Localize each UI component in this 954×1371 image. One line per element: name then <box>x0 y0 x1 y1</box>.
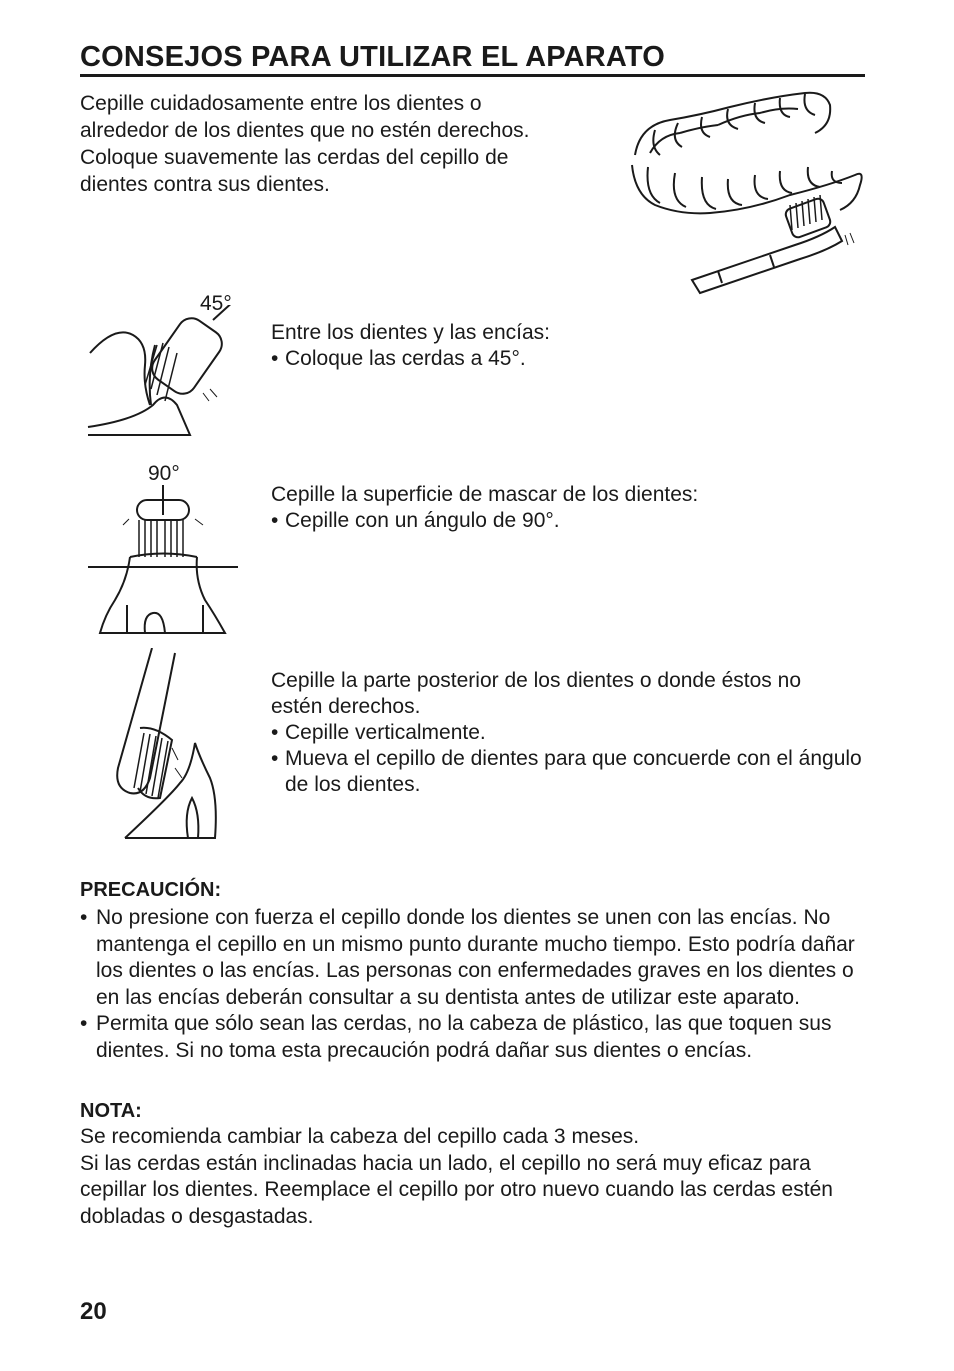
note-line: Si las cerdas están inclinadas hacia un lado, el cepillo no será muy eficaz para cepillar los dientes. Reemplace el cepillo por otro nuevo cuando las cerdas estén dobladas o desgastadas. <box>80 1151 833 1228</box>
step-heading-line: Cepille la parte posterior de los dientes o donde éstos no <box>271 669 802 692</box>
teeth-arch-with-brush-icon <box>620 85 870 300</box>
step-heading-line: estén derechos. <box>271 695 421 718</box>
brush-45-degree-icon <box>85 305 245 445</box>
intro-line: Coloque suavemente las cerdas del cepillo de <box>80 146 509 169</box>
caution-section <box>80 877 870 1065</box>
caution-bullets <box>80 905 870 1065</box>
intro-line: dientes contra sus dientes. <box>80 173 330 196</box>
caution-bullet: • Permita que sólo sean las cerdas, no la cabeza de plástico, las que toquen sus dientes. Si no toma esta precaución podrá dañar sus dientes o encías. <box>80 1011 870 1064</box>
intro-line: Cepille cuidadosamente entre los dientes o <box>80 92 482 115</box>
brush-vertical-icon <box>100 648 235 843</box>
note-section <box>80 1098 870 1230</box>
step-bullet: • Mueva el cepillo de dientes para que concuerde con el ángulo de los dientes. <box>271 746 871 798</box>
angle-label-90: 90° <box>148 462 180 485</box>
step-heading: Entre los dientes y las encías: <box>271 321 550 344</box>
intro-line: alrededor de los dientes que no estén derechos. <box>80 119 530 142</box>
page-title: CONSEJOS PARA UTILIZAR EL APARATO <box>80 40 865 77</box>
page-number: 20 <box>80 1298 107 1325</box>
brush-90-degree-icon <box>85 485 245 640</box>
caution-heading: PRECAUCIÓN: <box>80 879 222 901</box>
intro-text <box>80 90 600 198</box>
step-bullet: • Coloque las cerdas a 45°. <box>271 346 831 372</box>
step-bullet: • Cepille con un ángulo de 90°. <box>271 508 831 534</box>
step-bullet: • Cepille verticalmente. <box>271 720 871 746</box>
step-90-text <box>271 482 831 534</box>
note-heading: NOTA: <box>80 1100 142 1122</box>
step-45-text <box>271 320 831 372</box>
step-bullets <box>271 346 831 372</box>
step-vertical-text <box>271 668 871 798</box>
note-line: Se recomienda cambiar la cabeza del cepillo cada 3 meses. <box>80 1125 640 1148</box>
step-bullets <box>271 720 871 798</box>
step-heading: Cepille la superficie de mascar de los dientes: <box>271 483 699 506</box>
caution-bullet: • No presione con fuerza el cepillo donde los dientes se unen con las encías. No mantenga el cepillo en un mismo punto durante mucho tiempo. Esto podría dañar los dientes o las encías. Las personas con enfermedades graves en los dientes o en las encías deberán consultar a su dentista antes de utilizar este aparato. <box>80 905 870 1011</box>
step-bullets <box>271 508 831 534</box>
angle-label-45: 45° <box>200 292 232 315</box>
